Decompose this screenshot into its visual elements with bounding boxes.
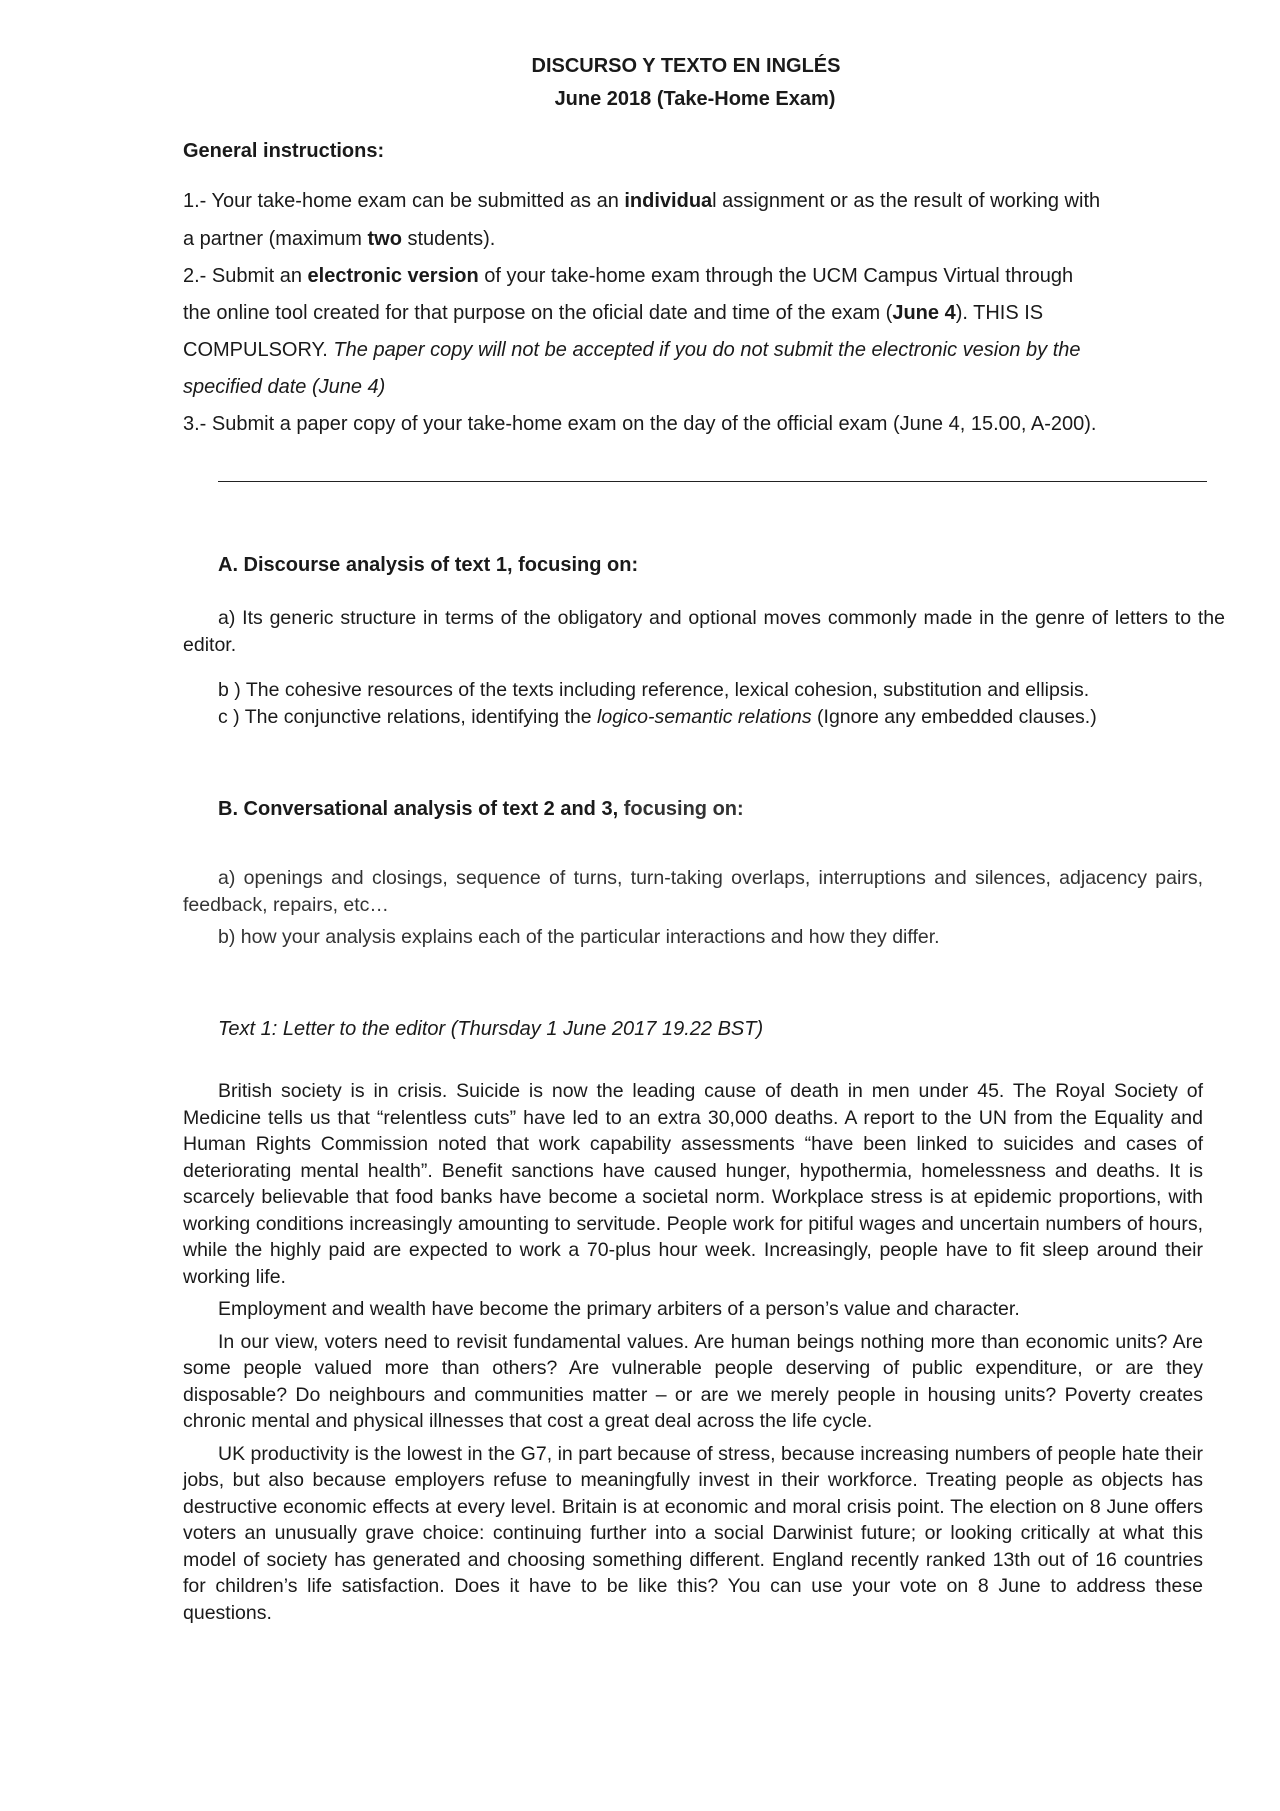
section-a-item-a: a) Its generic structure in terms of the obligatory and optional moves commonly made in the genre of letters to the editor.	[183, 607, 1225, 656]
instruction-text: 1.- Your take-home exam can be submitted as an	[183, 190, 625, 212]
letter-paragraph-4: UK productivity is the lowest in the G7, in part because of stress, because increasing numbers of people hate their jobs, but also because employers refuse to meaningfully invest in their workforce. Treating people as objects has destructive economic effects at every level. Britain is at economic and moral crisis point. The election on 8 June offers voters an unusually grave choice: continuing further into a social Darwinist future; or looking critically at what this model of society has generated and choosing something different. England recently ranked 13th out of 16 countries for children’s life satisfaction. Does it have to be like this? You can use your vote on 8 June to address these questions.	[183, 1442, 1203, 1624]
item-text: (Ignore any embedded clauses.)	[811, 705, 1097, 728]
heading-text: B. Conversational analysis of text 2 and 3,	[218, 798, 624, 820]
letter-paragraph-3: In our view, voters need to revisit fundamental values. Are human beings nothing more than economic units? Are some people valued more than others? Are vulnerable people deserving of public expenditure, or are they disposable? Do neighbours and communities matter – or are we merely people in housing units? Poverty creates chronic mental and physical illnesses that cost a great deal across the life cycle.	[183, 1330, 1203, 1432]
section-b-heading	[218, 798, 744, 821]
instruction-2-line-1	[183, 265, 1073, 288]
instruction-bold: two	[367, 228, 402, 250]
item-text: c ) The conjunctive relations, identifying the	[218, 705, 598, 728]
instruction-text: the online tool created for that purpose on the oficial date and time of the exam (	[183, 302, 893, 324]
instruction-2-line-2	[183, 302, 1043, 325]
instruction-text: l assignment or as the result of working with	[712, 190, 1101, 212]
text-1-letter	[183, 1078, 1203, 1626]
letter-paragraph-2: Employment and wealth have become the primary arbiters of a person’s value and character.	[218, 1298, 1020, 1320]
instruction-2-line-3	[183, 339, 1081, 362]
instruction-italic: The paper copy will not be accepted if you do not submit the electronic vesion by the	[333, 339, 1081, 361]
instruction-1-line-1	[183, 190, 1100, 213]
instruction-text: COMPULSORY.	[183, 339, 334, 361]
document-title: DISCURSO Y TEXTO EN INGLÉS	[531, 55, 841, 77]
section-b-body	[183, 865, 1203, 951]
section-a-heading: A. Discourse analysis of text 1, focusing on:	[218, 554, 639, 576]
section-a-item-c	[183, 704, 1225, 731]
horizontal-divider	[218, 481, 1207, 482]
instruction-text: 2.- Submit an	[183, 265, 308, 287]
instruction-text: students).	[401, 228, 496, 250]
heading-text: focusing on:	[623, 798, 744, 820]
section-b-item-a: a) openings and closings, sequence of turns, turn-taking overlaps, interruptions and silences, adjacency pairs, feedback, repairs, etc…	[183, 867, 1203, 916]
instruction-text: of your take-home exam through the UCM Campus Virtual through	[478, 265, 1074, 287]
instruction-bold: individua	[624, 190, 713, 212]
instruction-text: a partner (maximum	[183, 228, 368, 250]
letter-paragraph-1: British society is in crisis. Suicide is now the leading cause of death in men under 45. The Royal Society of Medicine tells us that “relentless cuts” have led to an extra 30,000 deaths. A report to the UN from the Equality and Human Rights Commission noted that work capability assessments “have been linked to suicides and cases of deteriorating mental health”. Benefit sanctions have caused hunger, hypothermia, homelessness and deaths. It is scarcely believable that food banks have become a societal norm. Workplace stress is at epidemic proportions, with working conditions increasingly amounting to servitude. People work for pitiful wages and uncertain numbers of hours, while the highly paid are expected to work a 70-plus hour week. Increasingly, people have to fit sleep around their working life.	[183, 1080, 1203, 1288]
instruction-3: 3.- Submit a paper copy of your take-home exam on the day of the official exam (June 4, 15.00, A-200).	[183, 413, 1097, 435]
item-italic: logico-semantic relations	[597, 705, 812, 728]
instruction-2-line-4: specified date (June 4)	[183, 376, 386, 398]
instruction-text: ). THIS IS	[955, 302, 1044, 324]
text-1-title: Text 1: Letter to the editor (Thursday 1 June 2017 19.22 BST)	[218, 1018, 764, 1040]
document-subtitle: June 2018 (Take-Home Exam)	[554, 88, 836, 110]
section-b-item-b: b) how your analysis explains each of the particular interactions and how they differ.	[218, 926, 940, 948]
instruction-1-line-2	[183, 228, 495, 251]
section-a-item-b: b ) The cohesive resources of the texts including reference, lexical cohesion, substitution and ellipsis.	[218, 679, 1090, 701]
section-a-body	[183, 605, 1225, 730]
instruction-bold: electronic version	[307, 265, 479, 287]
instructions-heading: General instructions:	[183, 140, 385, 162]
instruction-bold: June 4	[892, 302, 956, 324]
